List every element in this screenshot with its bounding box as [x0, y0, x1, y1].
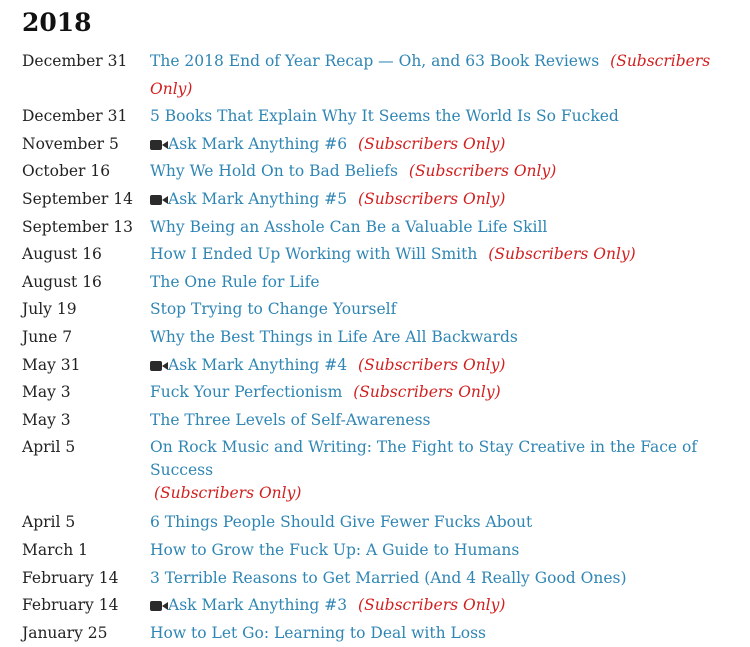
video-camera-lens: [162, 362, 168, 370]
list-item: [22, 186, 750, 214]
entry-date: August 16: [22, 245, 102, 264]
article-link[interactable]: 6 Things People Should Give Fewer Fucks About: [150, 513, 533, 532]
list-item: [22, 407, 750, 435]
list-item: [22, 269, 750, 297]
entry-content: [150, 48, 750, 103]
subscribers-only-label: (Subscribers Only): [358, 596, 506, 615]
entry-content: [150, 186, 750, 214]
entry-date: February 14: [22, 596, 119, 615]
article-list: [22, 48, 750, 647]
article-link[interactable]: The 2018 End of Year Recap — Oh, and 63 Book Reviews: [150, 52, 600, 70]
video-camera-body: [150, 195, 162, 205]
entry-content: [150, 509, 750, 537]
list-item: [22, 509, 750, 537]
list-item: [22, 434, 750, 509]
entry-content: [150, 434, 750, 509]
video-camera-lens: [162, 196, 168, 204]
video-camera-lens: [162, 141, 168, 149]
entry-date: September 14: [22, 189, 133, 208]
article-link[interactable]: How to Let Go: Learning to Deal with Loss: [150, 623, 487, 642]
subscribers-only-label: (Subscribers Only): [358, 134, 506, 153]
article-link[interactable]: Why Being an Asshole Can Be a Valuable Life Skill: [150, 217, 548, 236]
entry-content: [150, 620, 750, 647]
list-item: [22, 241, 750, 269]
year-heading: 2018: [22, 8, 92, 37]
entry-date: April 5: [22, 513, 76, 532]
entry-date: May 3: [22, 410, 71, 429]
article-link[interactable]: On Rock Music and Writing: The Fight to Stay Creative in the Face of Success: [150, 438, 698, 480]
article-link[interactable]: Stop Trying to Change Yourself: [150, 300, 397, 319]
entry-content: [150, 269, 750, 297]
entry-content: [150, 241, 750, 269]
entry-date: December 31: [22, 52, 128, 70]
entry-date: April 5: [22, 438, 76, 457]
entry-content: [150, 131, 750, 159]
list-item: [22, 379, 750, 407]
video-camera-lens: [162, 602, 168, 610]
entry-content: [150, 537, 750, 565]
list-item: [22, 48, 750, 103]
entry-date: February 14: [22, 568, 119, 587]
entry-date: May 3: [22, 383, 71, 402]
article-link[interactable]: Ask Mark Anything #6: [168, 134, 348, 153]
list-item: [22, 103, 750, 131]
article-link[interactable]: How to Grow the Fuck Up: A Guide to Humans: [150, 540, 520, 559]
list-item: [22, 565, 750, 593]
subscribers-only-label: (Subscribers Only): [488, 245, 636, 264]
entry-content: [150, 214, 750, 242]
list-item: [22, 158, 750, 186]
video-camera-body: [150, 601, 162, 611]
subscribers-only-label: (Subscribers Only): [408, 162, 557, 181]
subscribers-only-label: (Subscribers Only): [353, 383, 501, 402]
article-link[interactable]: 5 Books That Explain Why It Seems the World Is So Fucked: [150, 107, 619, 126]
list-item: [22, 352, 750, 380]
entry-date: August 16: [22, 272, 102, 291]
article-link[interactable]: How I Ended Up Working with Will Smith: [150, 245, 478, 264]
subscribers-only-label: (Subscribers Only): [358, 189, 506, 208]
entry-content: [150, 103, 750, 131]
entry-content: [150, 296, 750, 324]
entry-date: October 16: [22, 162, 111, 181]
video-camera-body: [150, 361, 162, 371]
video-camera-body: [150, 140, 162, 150]
list-item: [22, 592, 750, 620]
list-item: [22, 324, 750, 352]
entry-content: [150, 158, 750, 186]
entry-date: December 31: [22, 107, 128, 126]
article-link[interactable]: 3 Terrible Reasons to Get Married (And 4 Really Good Ones): [150, 568, 627, 587]
entry-content: [150, 407, 750, 435]
article-link[interactable]: The Three Levels of Self-Awareness: [150, 410, 431, 429]
list-item: [22, 537, 750, 565]
article-link[interactable]: Fuck Your Perfectionism: [150, 383, 343, 402]
entry-date: November 5: [22, 134, 119, 153]
list-item: [22, 214, 750, 242]
video-camera-icon: [150, 194, 163, 205]
entry-date: July 19: [22, 300, 77, 319]
video-camera-icon: [150, 139, 163, 150]
article-link[interactable]: Ask Mark Anything #4: [168, 355, 348, 374]
entry-content: [150, 324, 750, 352]
entry-date: June 7: [22, 327, 73, 346]
article-link[interactable]: Ask Mark Anything #3: [168, 596, 348, 615]
entry-date: January 25: [22, 623, 108, 642]
list-item: [22, 296, 750, 324]
article-link[interactable]: Ask Mark Anything #5: [168, 189, 348, 208]
list-item: [22, 131, 750, 159]
entry-content: [150, 592, 750, 620]
entry-date: September 13: [22, 217, 133, 236]
subscribers-only-label: (Subscribers Only): [358, 355, 506, 374]
list-item: [22, 620, 750, 647]
entry-date: May 31: [22, 355, 81, 374]
video-camera-icon: [150, 360, 163, 371]
entry-date: March 1: [22, 540, 88, 559]
article-link[interactable]: Why We Hold On to Bad Beliefs: [150, 162, 398, 181]
entry-content: [150, 379, 750, 407]
article-link[interactable]: Why the Best Things in Life Are All Backwards: [150, 327, 518, 346]
entry-content: [150, 565, 750, 593]
subscribers-only-label: (Subscribers Only): [154, 484, 302, 503]
entry-content: [150, 352, 750, 380]
article-link[interactable]: The One Rule for Life: [150, 272, 320, 291]
subscribers-only-label: (Subscribers Only): [150, 52, 711, 98]
